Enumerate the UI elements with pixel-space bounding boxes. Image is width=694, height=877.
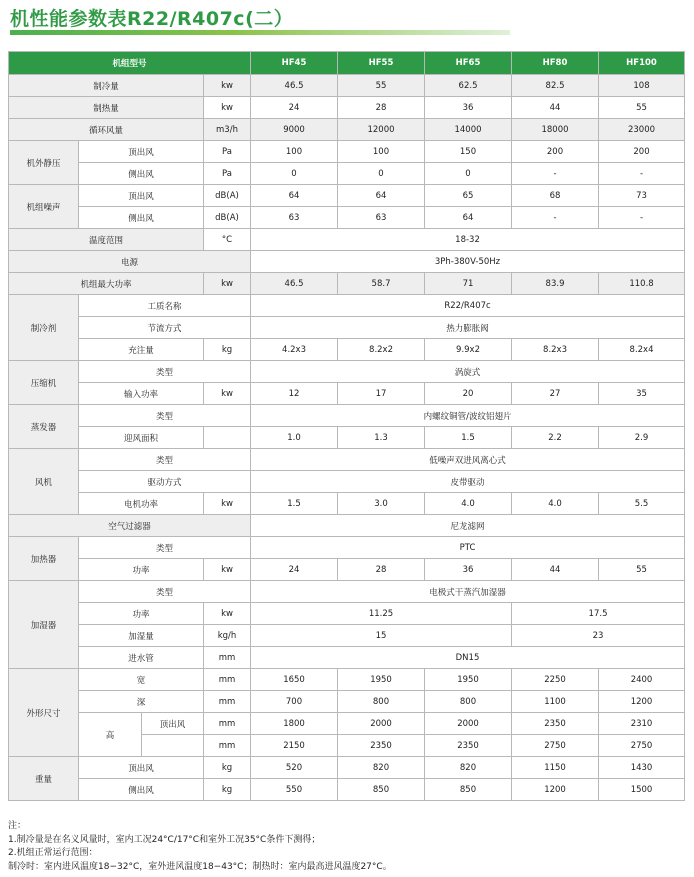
row-label: 进水管 [79,647,204,669]
table-row [9,295,685,317]
title-underline [10,30,510,35]
value-cell: 1100 [512,691,599,713]
model-header: HF80 [512,52,599,75]
value-cell: 1.0 [251,427,338,449]
group-label: 加湿器 [9,581,79,669]
row-label: 加湿量 [79,625,204,647]
value-cell: - [599,163,685,185]
row-label: 侧出风 [79,779,204,801]
value-cell: 44 [512,559,599,581]
value-cell: 35 [599,383,685,405]
unit-cell: kw [204,603,251,625]
row-label: 侧出风 [79,207,204,229]
value-cell: 1200 [512,779,599,801]
value-cell: 1950 [425,669,512,691]
value-cell: 1150 [512,757,599,779]
model-header: HF100 [599,52,685,75]
value-cell: 1200 [599,691,685,713]
table-row [9,75,685,97]
value-cell: 8.2x2 [338,339,425,361]
value-cell: 0 [251,163,338,185]
value-cell: 73 [599,185,685,207]
value-cell: 2350 [512,713,599,735]
value-cell: 2250 [512,669,599,691]
value-cell: 100 [251,141,338,163]
value-cell: 83.9 [512,273,599,295]
value-cell: 2.9 [599,427,685,449]
value-cell: - [512,207,599,229]
value-cell: 1650 [251,669,338,691]
value-cell: 28 [338,97,425,119]
value-cell: 23000 [599,119,685,141]
value-cell: 2000 [425,713,512,735]
value-cell: DN15 [251,647,685,669]
value-cell: 520 [251,757,338,779]
value-cell: 820 [338,757,425,779]
row-label: 类型 [79,581,251,603]
unit-cell: mm [204,735,251,757]
value-cell: 8.2x3 [512,339,599,361]
spec-table [8,51,685,801]
value-cell: 8.2x4 [599,339,685,361]
unit-cell: dB(A) [204,185,251,207]
value-cell: 2310 [599,713,685,735]
table-row [9,713,685,735]
row-label: 空气过滤器 [9,515,251,537]
value-cell: 36 [425,559,512,581]
value-cell: 皮带驱动 [251,471,685,493]
value-cell: R22/R407c [251,295,685,317]
value-cell: 2350 [425,735,512,757]
value-cell: 800 [425,691,512,713]
table-row [9,141,685,163]
value-cell: 15 [251,625,512,647]
unit-cell: kg [204,757,251,779]
row-label: 迎风面积 [79,427,204,449]
table-row [9,625,685,647]
value-cell: 36 [425,97,512,119]
value-cell: 100 [338,141,425,163]
value-cell: PTC [251,537,685,559]
table-row [9,757,685,779]
row-label: 功率 [79,603,204,625]
value-cell: 64 [251,185,338,207]
row-label: 电源 [9,251,251,273]
value-cell: 44 [512,97,599,119]
value-cell: 14000 [425,119,512,141]
note-line: 2.机组正常运行范围： [8,848,98,858]
value-cell: 200 [512,141,599,163]
unit-cell: kw [204,273,251,295]
value-cell: 200 [599,141,685,163]
value-cell: 4.0 [512,493,599,515]
row-label: 制冷量 [9,75,204,97]
row-label: 顶出风 [79,757,204,779]
model-header: HF55 [338,52,425,75]
table-row [9,603,685,625]
group-label: 风机 [9,449,79,515]
row-label: 顶出风 [142,713,204,735]
unit-cell: kg [204,339,251,361]
note-line: 1.制冷量是在名义风量时，室内工况24°C/17°C和室外工况35°C条件下测得； [8,834,321,845]
value-cell: 58.7 [338,273,425,295]
unit-cell: Pa [204,141,251,163]
value-cell: 64 [338,185,425,207]
unit-cell: mm [204,669,251,691]
table-row [9,97,685,119]
value-cell: 71 [425,273,512,295]
value-cell: 46.5 [251,273,338,295]
model-header: HF65 [425,52,512,75]
value-cell: 68 [512,185,599,207]
unit-cell: dB(A) [204,207,251,229]
value-cell: 2150 [251,735,338,757]
value-cell: 63 [338,207,425,229]
value-cell: 23 [512,625,685,647]
page-title: 机性能参数表R22/R407c(二） [10,8,294,30]
row-label: 宽 [79,669,204,691]
value-cell: 20 [425,383,512,405]
value-cell: 150 [425,141,512,163]
table-row [9,163,685,185]
value-cell: 700 [251,691,338,713]
row-label: 循环风量 [9,119,204,141]
value-cell: 17.5 [512,603,685,625]
table-row [9,779,685,801]
value-cell: 3.0 [338,493,425,515]
value-cell: 850 [338,779,425,801]
unit-cell: mm [204,647,251,669]
value-cell: 820 [425,757,512,779]
value-cell: - [599,207,685,229]
value-cell: 5.5 [599,493,685,515]
value-cell: 2.2 [512,427,599,449]
table-row [9,273,685,295]
value-cell: 0 [338,163,425,185]
row-label: 输入功率 [79,383,204,405]
value-cell: 55 [599,559,685,581]
value-cell: 电极式干蒸汽加湿器 [251,581,685,603]
unit-cell: Pa [204,163,251,185]
unit-cell: mm [204,713,251,735]
value-cell: 1.3 [338,427,425,449]
table-row [9,581,685,603]
value-cell: 内螺纹铜管/波纹铝翅片 [251,405,685,427]
value-cell: 热力膨胀阀 [251,317,685,339]
unit-cell: kg/h [204,625,251,647]
value-cell: 9000 [251,119,338,141]
unit-cell: m3/h [204,119,251,141]
group-label: 外形尺寸 [9,669,79,757]
table-row [9,471,685,493]
unit-cell: mm [204,691,251,713]
row-label: 高 [79,713,142,757]
row-label [142,735,204,757]
unit-cell [204,427,251,449]
value-cell: 28 [338,559,425,581]
value-cell: 64 [425,207,512,229]
table-row [9,383,685,405]
value-cell: 800 [338,691,425,713]
value-cell: 2000 [338,713,425,735]
value-cell: 2750 [599,735,685,757]
value-cell: 11.25 [251,603,512,625]
row-label: 节流方式 [79,317,251,339]
value-cell: 82.5 [512,75,599,97]
value-cell: 1.5 [251,493,338,515]
table-row [9,427,685,449]
table-row [9,361,685,383]
value-cell: 涡旋式 [251,361,685,383]
unit-cell: kw [204,75,251,97]
group-label: 制冷剂 [9,295,79,361]
value-cell: 4.0 [425,493,512,515]
value-cell: 18000 [512,119,599,141]
value-cell: 63 [251,207,338,229]
value-cell: 2750 [512,735,599,757]
value-cell: - [512,163,599,185]
group-label: 蒸发器 [9,405,79,449]
value-cell: 0 [425,163,512,185]
value-cell: 3Ph-380V-50Hz [251,251,685,273]
group-label: 重量 [9,757,79,801]
table-row [9,669,685,691]
value-cell: 24 [251,97,338,119]
value-cell: 2350 [338,735,425,757]
value-cell: 18-32 [251,229,685,251]
value-cell: 1.5 [425,427,512,449]
table-row [9,647,685,669]
value-cell: 24 [251,559,338,581]
table-header-row [9,52,685,75]
row-label: 电机功率 [79,493,204,515]
value-cell: 27 [512,383,599,405]
row-label: 类型 [79,405,251,427]
value-cell: 17 [338,383,425,405]
table-row [9,691,685,713]
group-label: 压缩机 [9,361,79,405]
row-label: 类型 [79,537,251,559]
value-cell: 110.8 [599,273,685,295]
row-label: 功率 [79,559,204,581]
table-row [9,405,685,427]
unit-cell: kw [204,97,251,119]
unit-cell: kg [204,779,251,801]
notes [8,820,392,874]
note-line: 制冷时：室内进风温度18−32°C，室外进风温度18−43°C；制热时：室内最高进风温度27°C。 [8,861,392,872]
table-row [9,119,685,141]
value-cell: 尼龙滤网 [251,515,685,537]
row-label: 制热量 [9,97,204,119]
row-label: 驱动方式 [79,471,251,493]
group-label: 加热器 [9,537,79,581]
value-cell: 1950 [338,669,425,691]
table-row [9,493,685,515]
unit-cell: °C [204,229,251,251]
value-cell: 46.5 [251,75,338,97]
header-label: 机组型号 [9,52,251,75]
note-line: 注： [8,821,27,831]
table-row [9,339,685,361]
row-label: 深 [79,691,204,713]
table-row [9,207,685,229]
value-cell: 4.2x3 [251,339,338,361]
value-cell: 1800 [251,713,338,735]
unit-cell: kw [204,559,251,581]
unit-cell: kw [204,383,251,405]
table-row [9,185,685,207]
table-row [9,537,685,559]
value-cell: 62.5 [425,75,512,97]
value-cell: 108 [599,75,685,97]
value-cell: 12 [251,383,338,405]
table-row [9,559,685,581]
value-cell: 55 [599,97,685,119]
table-row [9,229,685,251]
value-cell: 55 [338,75,425,97]
group-label: 机组噪声 [9,185,79,229]
value-cell: 850 [425,779,512,801]
value-cell: 1430 [599,757,685,779]
group-label: 机外静压 [9,141,79,185]
unit-cell: kw [204,493,251,515]
value-cell: 1500 [599,779,685,801]
row-label: 类型 [79,449,251,471]
table-row [9,317,685,339]
table-row [9,251,685,273]
row-label: 类型 [79,361,251,383]
row-label: 顶出风 [79,185,204,207]
row-label: 顶出风 [79,141,204,163]
row-label: 工质名称 [79,295,251,317]
row-label: 侧出风 [79,163,204,185]
model-header: HF45 [251,52,338,75]
table-row [9,449,685,471]
row-label: 充注量 [79,339,204,361]
value-cell: 9.9x2 [425,339,512,361]
row-label: 温度范围 [9,229,204,251]
table-row [9,515,685,537]
value-cell: 12000 [338,119,425,141]
value-cell: 低噪声双进风离心式 [251,449,685,471]
value-cell: 2400 [599,669,685,691]
value-cell: 65 [425,185,512,207]
value-cell: 550 [251,779,338,801]
row-label: 机组最大功率 [9,273,204,295]
